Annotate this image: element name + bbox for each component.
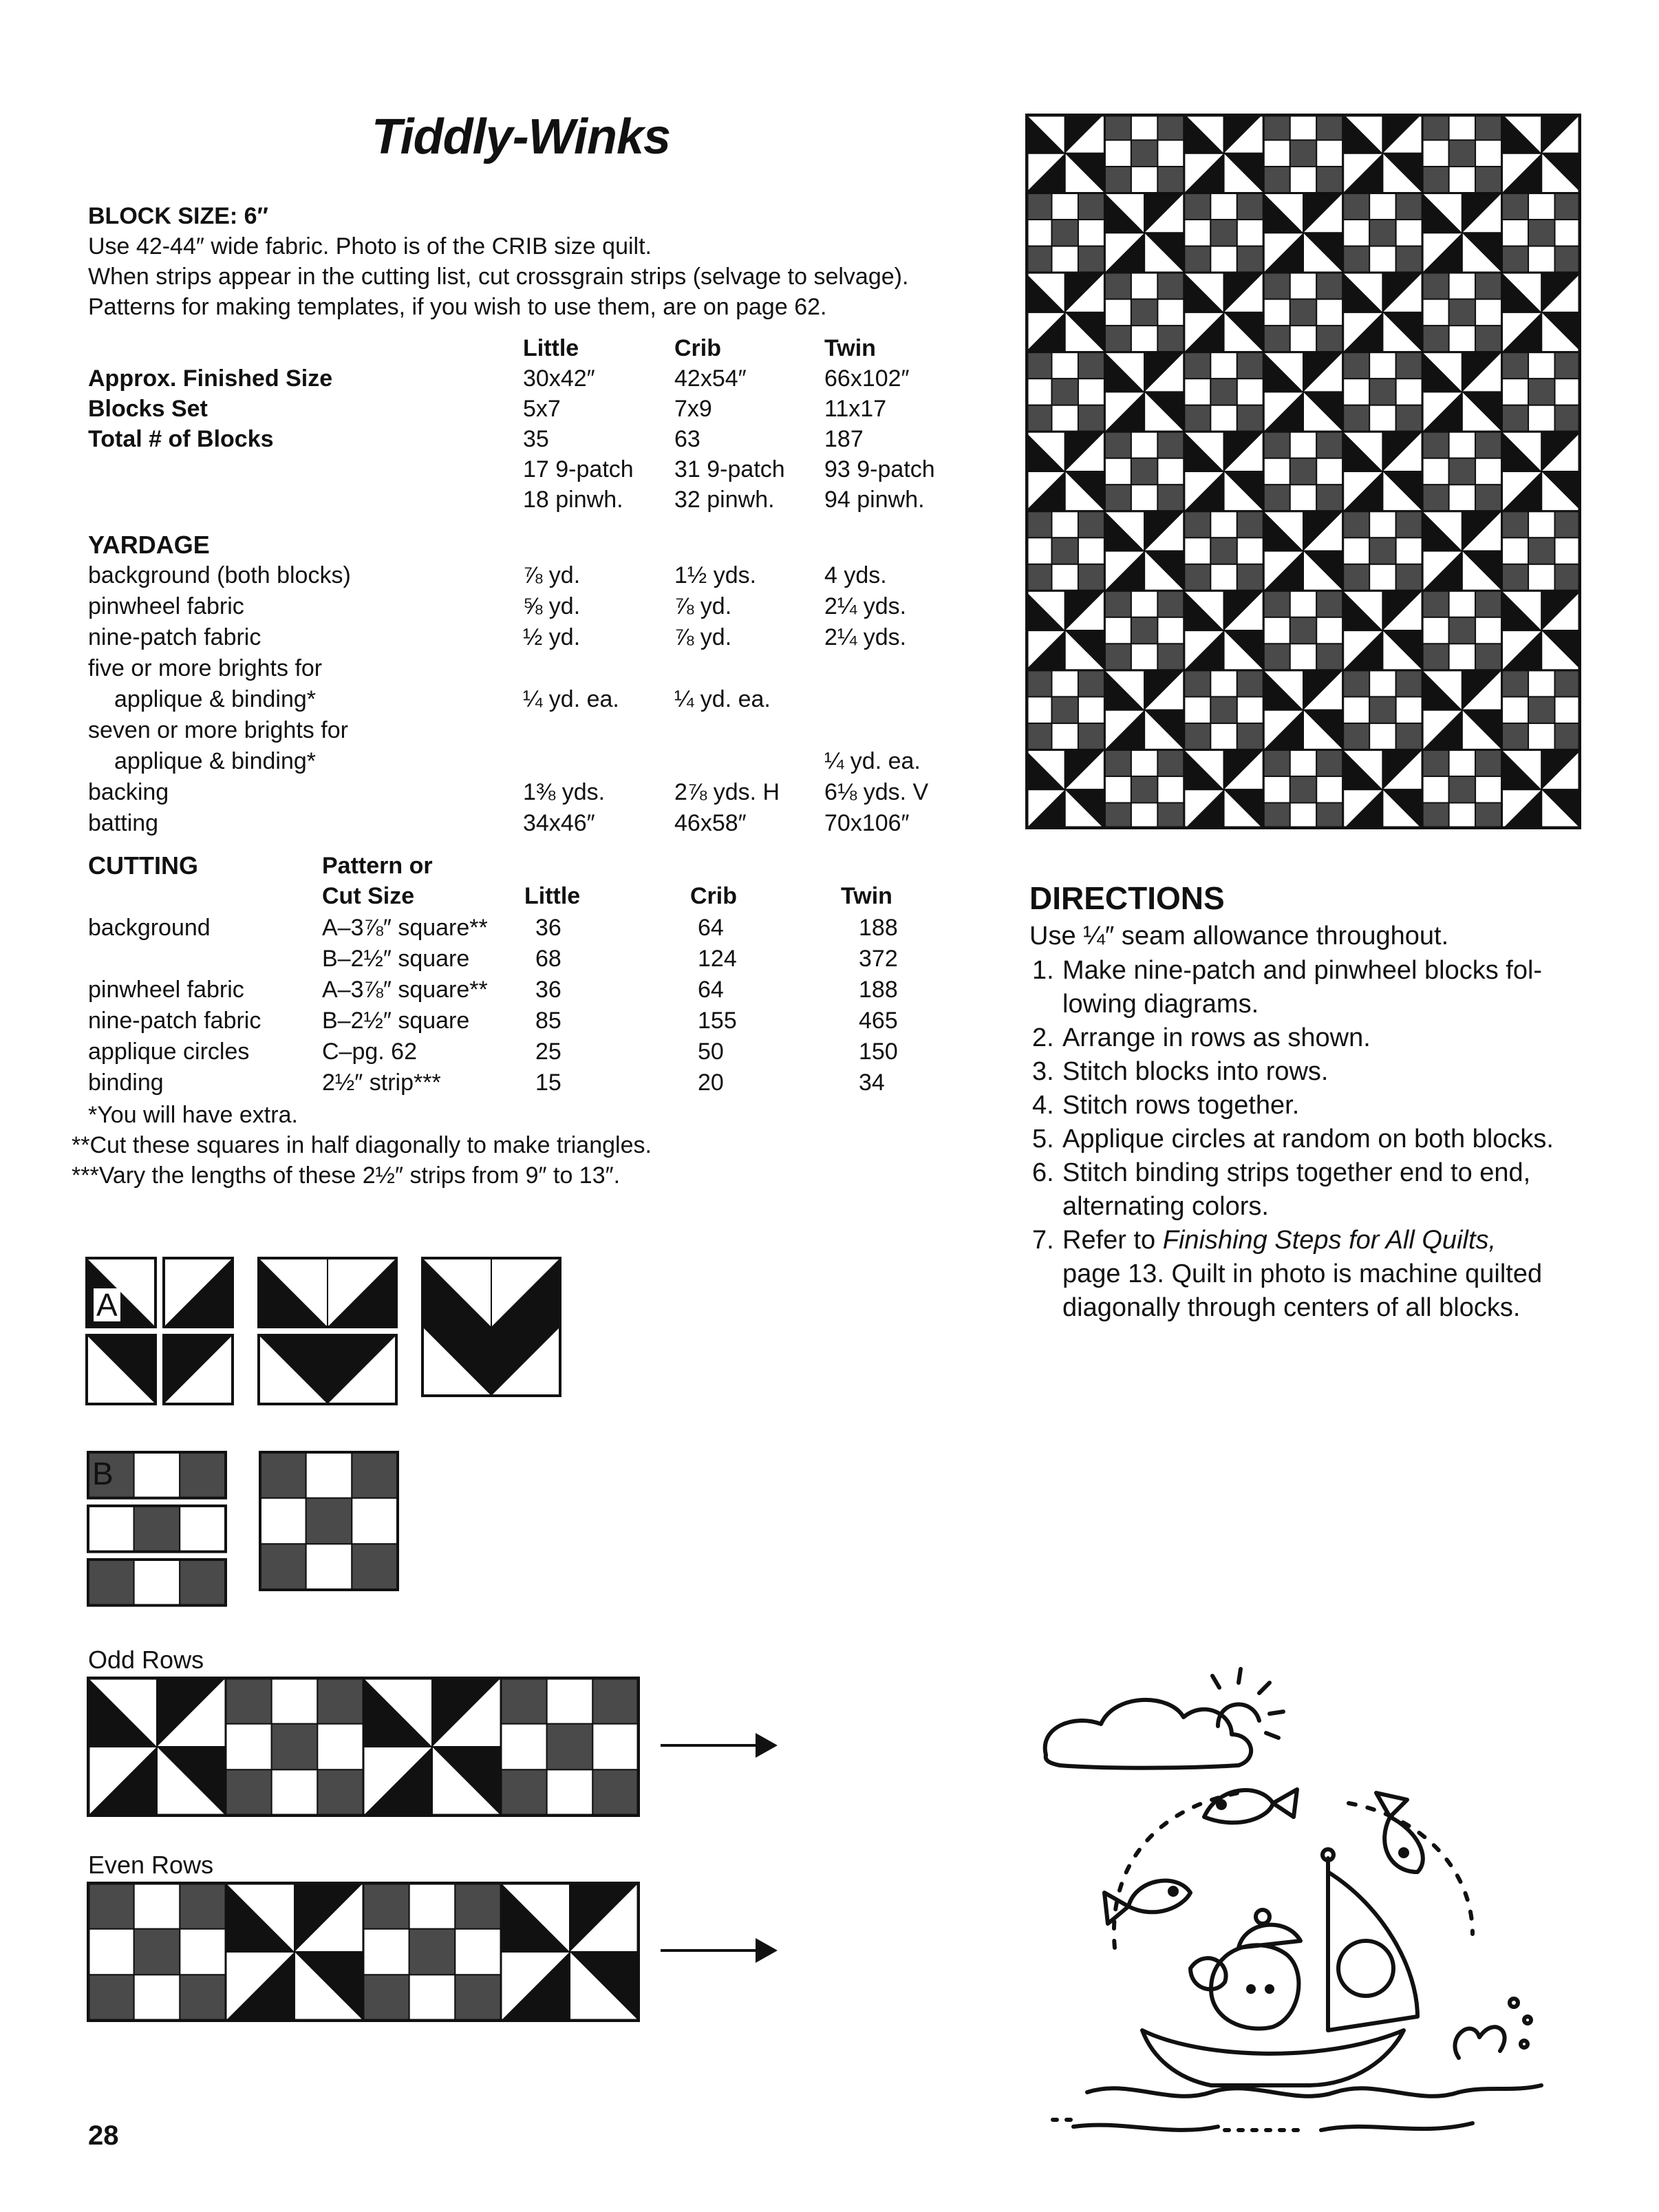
quilt-pinwheel-block — [1104, 193, 1184, 273]
size-cell-crib: 32 pinwh. — [674, 487, 775, 513]
arrow-icon — [659, 1931, 780, 1970]
yardage-cell-little: ⅝ yd. — [523, 593, 581, 619]
yardage-cell-little: ¼ yd. ea. — [523, 686, 619, 712]
quilt-nine-patch-block — [1104, 114, 1184, 193]
yardage-cell-little: ½ yd. — [523, 624, 581, 650]
yardage-row-label: five or more brights for — [88, 655, 323, 681]
quilt-pinwheel-block — [1502, 114, 1581, 193]
quilt-pinwheel-block — [1184, 749, 1263, 829]
yardage-cell-crib: ⅞ yd. — [674, 624, 732, 650]
size-cell-little: 18 pinwh. — [523, 487, 623, 513]
quilt-nine-patch-block — [1025, 193, 1104, 273]
yardage-cell-twin: 70x106″ — [824, 810, 910, 836]
direction-step-text: diagonally through centers of all blocks. — [1062, 1293, 1521, 1322]
quilt-nine-patch-block — [1184, 511, 1263, 591]
direction-step-text — [1062, 1224, 1496, 1257]
cutting-cell-crib: 50 — [698, 1039, 724, 1065]
cutting-row-label: binding — [88, 1070, 164, 1096]
yardage-cell-twin: 2¼ yds. — [824, 593, 907, 619]
direction-step-number: 4. — [1032, 1091, 1054, 1120]
cutting-cell-crib: 20 — [698, 1070, 724, 1096]
row-nine-patch-block — [501, 1678, 639, 1816]
direction-step-text: Arrange in rows as shown. — [1062, 1023, 1371, 1052]
directions-intro: Use ¼″ seam allowance throughout. — [1029, 922, 1449, 950]
size-cell-little: 5x7 — [523, 396, 561, 422]
quilt-nine-patch-block — [1343, 352, 1422, 432]
direction-step-text: page 13. Quilt in photo is machine quilted — [1062, 1259, 1543, 1288]
pattern-header: Cut Size — [322, 883, 415, 909]
quilt-pinwheel-block — [1422, 511, 1501, 591]
col-header-twin: Twin — [824, 335, 876, 361]
odd-rows-diagram — [87, 1677, 640, 1817]
quilt-nine-patch-block — [1184, 193, 1263, 273]
size-cell-little: 35 — [523, 426, 549, 452]
pinwheel-block-diagram — [421, 1257, 562, 1398]
odd-rows-label: Odd Rows — [88, 1646, 204, 1674]
quilt-pinwheel-block — [1025, 432, 1104, 511]
quilt-nine-patch-block — [1025, 670, 1104, 750]
size-cell-little: 17 9-patch — [523, 456, 634, 482]
quilt-pinwheel-block — [1184, 432, 1263, 511]
quilt-nine-patch-block — [1263, 749, 1342, 829]
cutting-note: ***Vary the lengths of these 2½″ strips from 9″ to 13″. — [72, 1162, 621, 1189]
row-pinwheel-block — [363, 1678, 501, 1816]
quilt-nine-patch-block — [1263, 591, 1342, 670]
yardage-cell-little: 1⅜ yds. — [523, 779, 606, 805]
cutting-cell-twin: 372 — [859, 946, 898, 972]
cutting-cell-crib: 124 — [698, 946, 737, 972]
yardage-cell-crib: 2⅞ yds. H — [674, 779, 780, 805]
label-b: B — [92, 1456, 114, 1491]
quilt-pinwheel-block — [1422, 193, 1501, 273]
quilt-pinwheel-block — [1502, 432, 1581, 511]
quilt-pinwheel-block — [1104, 670, 1184, 750]
arrow-icon — [659, 1726, 780, 1765]
quilt-pinwheel-block — [1343, 432, 1422, 511]
cutting-row-label: nine-patch fabric — [88, 1008, 261, 1034]
direction-step-number: 2. — [1032, 1023, 1054, 1052]
cutting-pattern: B–2½″ square — [322, 946, 470, 972]
quilt-nine-patch-block — [1502, 670, 1581, 750]
quilt-pinwheel-block — [1502, 749, 1581, 829]
direction-step-book-title: Finishing Steps for All Quilts, — [1162, 1226, 1497, 1255]
yardage-row-label: nine-patch fabric — [88, 624, 261, 650]
size-cell-crib: 7x9 — [674, 396, 712, 422]
quilt-nine-patch-block — [1104, 432, 1184, 511]
yardage-row-label: backing — [88, 779, 169, 805]
quilt-nine-patch-block — [1104, 273, 1184, 352]
yardage-cell-twin: ¼ yd. ea. — [824, 748, 921, 774]
quilt-nine-patch-block — [1422, 273, 1501, 352]
quilt-pinwheel-block — [1343, 749, 1422, 829]
cutting-cell-little: 25 — [535, 1039, 561, 1065]
yardage-row-label: applique & binding* — [114, 748, 317, 774]
cut-header-crib: Crib — [690, 883, 737, 909]
intro-line: Patterns for making templates, if you wish to use them, are on page 62. — [88, 294, 827, 320]
quilt-nine-patch-block — [1422, 591, 1501, 670]
size-cell-crib: 63 — [674, 426, 700, 452]
yardage-row-label: seven or more brights for — [88, 717, 348, 743]
size-cell-crib: 42x54″ — [674, 365, 747, 392]
quilt-nine-patch-block — [1422, 749, 1501, 829]
quilt-nine-patch-block — [1502, 352, 1581, 432]
size-cell-twin: 11x17 — [824, 396, 887, 422]
even-rows-diagram — [87, 1882, 640, 2022]
page-number: 28 — [88, 2120, 119, 2151]
quilt-pinwheel-block — [1263, 352, 1342, 432]
quilt-pinwheel-block — [1343, 591, 1422, 670]
cutting-pattern: A–3⅞″ square** — [322, 915, 488, 941]
intro-line: When strips appear in the cutting list, cut crossgrain strips (selvage to selvage). — [88, 264, 909, 290]
cutting-pattern: B–2½″ square — [322, 1008, 470, 1034]
cutting-cell-twin: 34 — [859, 1070, 885, 1096]
quilt-nine-patch-block — [1025, 352, 1104, 432]
quilt-pinwheel-block — [1422, 670, 1501, 750]
cutting-pattern: C–pg. 62 — [322, 1039, 417, 1065]
cutting-cell-twin: 188 — [859, 977, 898, 1003]
size-cell-twin: 93 9-patch — [824, 456, 935, 482]
yardage-row-label: applique & binding* — [114, 686, 317, 712]
col-header-crib: Crib — [674, 335, 721, 361]
row-nine-patch-block — [88, 1883, 226, 2021]
cutting-cell-crib: 64 — [698, 977, 724, 1003]
block-a-rows-diagram — [257, 1257, 398, 1407]
cutting-cell-little: 68 — [535, 946, 561, 972]
quilt-pinwheel-block — [1025, 591, 1104, 670]
quilt-pinwheel-block — [1025, 114, 1104, 193]
quilt-nine-patch-block — [1502, 193, 1581, 273]
quilt-nine-patch-block — [1422, 114, 1501, 193]
quilt-nine-patch-block — [1343, 670, 1422, 750]
page-title: Tiddly-Winks — [372, 109, 671, 164]
quilt-pinwheel-block — [1422, 352, 1501, 432]
yardage-row-label: pinwheel fabric — [88, 593, 244, 619]
block-a-pieces-diagram — [85, 1257, 234, 1407]
cutting-note: *You will have extra. — [88, 1102, 298, 1128]
quilt-pinwheel-block — [1343, 273, 1422, 352]
yardage-row-label: background (both blocks) — [88, 562, 351, 588]
direction-step-number: 6. — [1032, 1158, 1054, 1187]
direction-step-text: Stitch blocks into rows. — [1062, 1057, 1329, 1086]
quilt-pinwheel-block — [1263, 670, 1342, 750]
block-size: BLOCK SIZE: 6″ — [88, 203, 268, 229]
size-cell-twin: 66x102″ — [824, 365, 910, 392]
direction-step-text: Make nine-patch and pinwheel blocks fol- — [1062, 956, 1543, 985]
boat-illustration — [1032, 1645, 1576, 2140]
direction-step-number: 3. — [1032, 1057, 1054, 1086]
intro-line: Use 42-44″ wide fabric. Photo is of the CRIB size quilt. — [88, 233, 652, 259]
direction-step-number: 5. — [1032, 1125, 1054, 1153]
size-cell-little: 30x42″ — [523, 365, 595, 392]
direction-step-text: Applique circles at random on both blocks. — [1062, 1125, 1554, 1153]
quilt-nine-patch-block — [1343, 511, 1422, 591]
direction-step-number: 7. — [1032, 1226, 1054, 1255]
col-header-little: Little — [523, 335, 579, 361]
quilt-nine-patch-block — [1502, 511, 1581, 591]
quilt-nine-patch-block — [1263, 432, 1342, 511]
quilt-nine-patch-block — [1184, 352, 1263, 432]
row-pinwheel-block — [501, 1883, 639, 2021]
yardage-cell-crib: ⅞ yd. — [674, 593, 732, 619]
quilt-pinwheel-block — [1184, 114, 1263, 193]
row-pinwheel-block — [226, 1883, 363, 2021]
quilt-nine-patch-block — [1422, 432, 1501, 511]
cutting-note: **Cut these squares in half diagonally to make triangles. — [72, 1132, 652, 1158]
cutting-pattern: A–3⅞″ square** — [322, 977, 488, 1003]
cutting-cell-little: 36 — [535, 977, 561, 1003]
quilt-pinwheel-block — [1184, 273, 1263, 352]
quilt-nine-patch-block — [1184, 670, 1263, 750]
cutting-cell-twin: 188 — [859, 915, 898, 941]
cut-header-twin: Twin — [841, 883, 892, 909]
quilt-overview-diagram — [1025, 114, 1581, 829]
cutting-row-label: applique circles — [88, 1039, 250, 1065]
label-a: A — [94, 1288, 120, 1321]
cut-header-little: Little — [524, 883, 581, 909]
quilt-pinwheel-block — [1343, 114, 1422, 193]
quilt-pinwheel-block — [1184, 591, 1263, 670]
pattern-header: Pattern or — [322, 853, 433, 879]
quilt-pinwheel-block — [1502, 591, 1581, 670]
size-cell-crib: 31 9-patch — [674, 456, 785, 482]
quilt-pinwheel-block — [1502, 273, 1581, 352]
size-row-label: Total # of Blocks — [88, 426, 274, 452]
size-cell-twin: 187 — [824, 426, 864, 452]
cutting-cell-little: 85 — [535, 1008, 561, 1034]
quilt-pinwheel-block — [1104, 511, 1184, 591]
direction-step-text-part: Refer to — [1062, 1226, 1163, 1255]
quilt-nine-patch-block — [1263, 273, 1342, 352]
yardage-row-label: batting — [88, 810, 159, 836]
cutting-row-label: pinwheel fabric — [88, 977, 244, 1003]
direction-step-number: 1. — [1032, 956, 1054, 985]
size-cell-twin: 94 pinwh. — [824, 487, 925, 513]
size-row-label: Blocks Set — [88, 396, 208, 422]
quilt-nine-patch-block — [1104, 591, 1184, 670]
quilt-pinwheel-block — [1104, 352, 1184, 432]
directions-heading: DIRECTIONS — [1029, 880, 1225, 916]
yardage-heading: YARDAGE — [88, 531, 210, 559]
quilt-pinwheel-block — [1025, 749, 1104, 829]
cutting-cell-twin: 150 — [859, 1039, 898, 1065]
nine-patch-block-diagram — [259, 1451, 399, 1591]
cutting-pattern: 2½″ strip*** — [322, 1070, 441, 1096]
cutting-cell-crib: 155 — [698, 1008, 737, 1034]
quilt-pinwheel-block — [1263, 193, 1342, 273]
direction-step-text: lowing diagrams. — [1062, 990, 1259, 1019]
yardage-cell-crib: 46x58″ — [674, 810, 747, 836]
yardage-cell-crib: ¼ yd. ea. — [674, 686, 771, 712]
row-pinwheel-block — [88, 1678, 226, 1816]
cutting-cell-little: 36 — [535, 915, 561, 941]
cutting-heading: CUTTING — [88, 851, 198, 880]
quilt-nine-patch-block — [1104, 749, 1184, 829]
yardage-cell-twin: 4 yds. — [824, 562, 887, 588]
direction-step-text: Stitch binding strips together end to end, — [1062, 1158, 1531, 1187]
quilt-pinwheel-block — [1263, 511, 1342, 591]
yardage-cell-twin: 6⅛ yds. V — [824, 779, 929, 805]
yardage-cell-crib: 1½ yds. — [674, 562, 757, 588]
direction-step-text: Stitch rows together. — [1062, 1091, 1300, 1120]
cutting-cell-little: 15 — [535, 1070, 561, 1096]
row-nine-patch-block — [363, 1883, 501, 2021]
quilt-nine-patch-block — [1343, 193, 1422, 273]
yardage-cell-little: 34x46″ — [523, 810, 595, 836]
yardage-cell-little: ⅞ yd. — [523, 562, 581, 588]
cutting-cell-crib: 64 — [698, 915, 724, 941]
cutting-cell-twin: 465 — [859, 1008, 898, 1034]
quilt-pinwheel-block — [1025, 273, 1104, 352]
size-row-label: Approx. Finished Size — [88, 365, 333, 392]
quilt-nine-patch-block — [1025, 511, 1104, 591]
even-rows-label: Even Rows — [88, 1851, 214, 1879]
row-nine-patch-block — [226, 1678, 363, 1816]
quilt-nine-patch-block — [1263, 114, 1342, 193]
cutting-row-label: background — [88, 915, 211, 941]
direction-step-text: alternating colors. — [1062, 1192, 1269, 1221]
yardage-cell-twin: 2¼ yds. — [824, 624, 907, 650]
